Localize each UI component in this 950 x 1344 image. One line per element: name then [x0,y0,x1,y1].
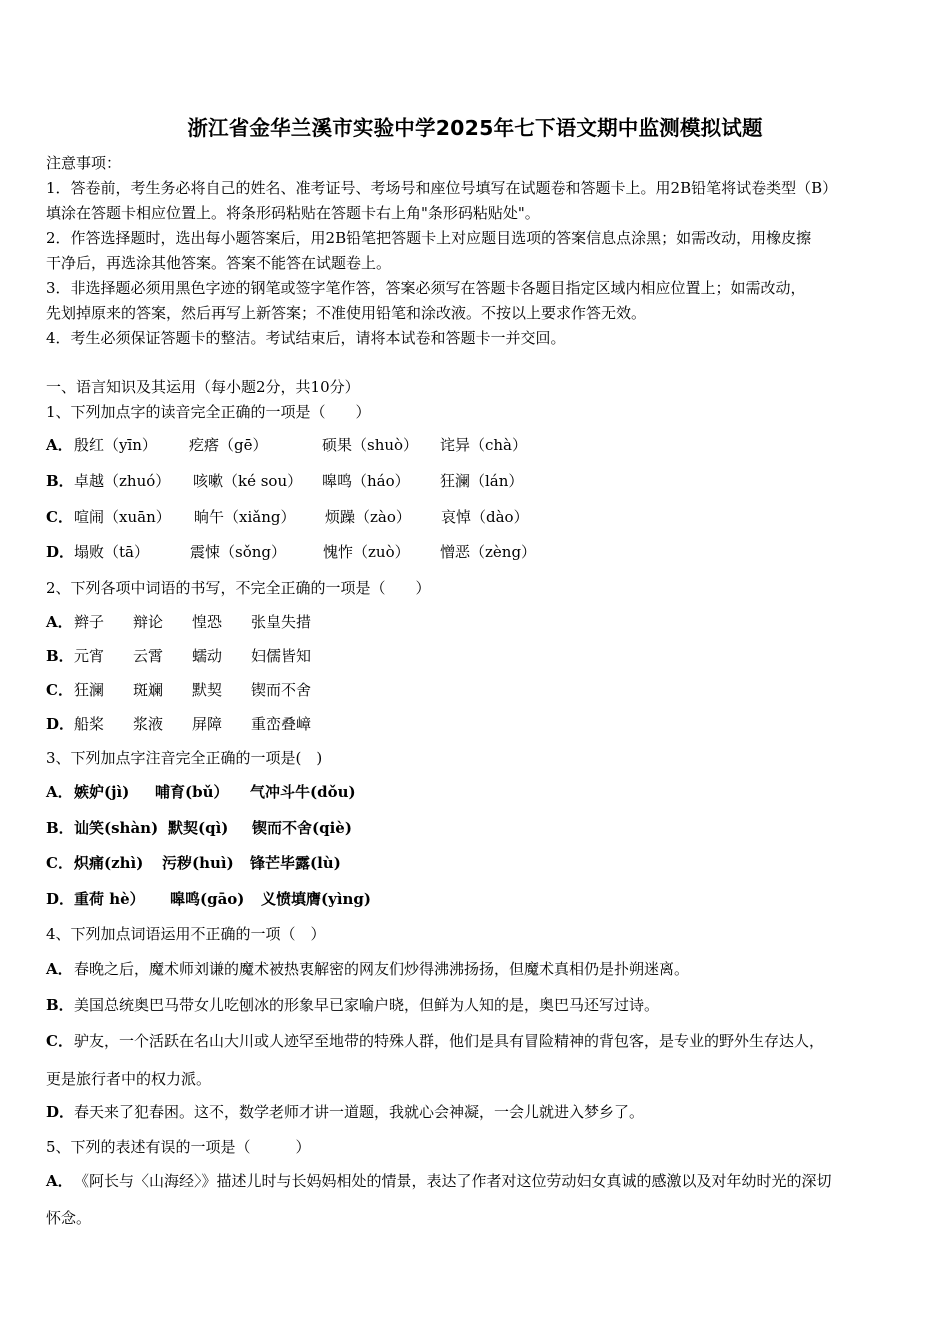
notice-line: 2．作答选择题时，选出每小题答案后，用2B铅笔把答题卡上对应题目选项的答案信息点涂黑；如需改动，用橡皮擦 [46,229,812,247]
q1-option-item: 殷红（yīn） [74,436,157,454]
q3-option-item: 默契(qì) [168,819,229,837]
q2-option-label: D． [46,715,75,733]
q1-option-item: 嗥鸣（háo） [322,472,410,490]
q1-option-item: 诧异（chà） [440,436,528,454]
q3-option-label: D． [46,890,75,908]
q2-option-item: 屏障 [192,715,223,733]
q3-option-label: A． [46,783,73,801]
question-1-stem: 1、下列加点字的读音完全正确的一项是（ ） [46,403,371,421]
notice-line: 填涂在答题卡相应位置上。将条形码粘贴在答题卡右上角"条形码粘贴处"。 [46,204,540,222]
notice-line: 先划掉原来的答案，然后再写上新答案；不准使用铅笔和涂改液。不按以上要求作答无效。 [46,304,647,322]
question-2-stem: 2、下列各项中词语的书写，不完全正确的一项是（ ） [46,579,431,597]
q2-option-item: 蠕动 [192,647,223,665]
q1-option-label: A． [46,436,73,454]
q1-option-item: 塌败（tā） [74,543,149,561]
q1-option-item: 卓越（zhuó） [74,472,171,490]
q2-option-item: 妇儒皆知 [251,647,312,665]
notice-line: 1．答卷前，考生务必将自己的姓名、准考证号、考场号和座位号填写在试题卷和答题卡上。用2B铅笔将试卷类型（B） [46,179,838,197]
q4-option-text: 春天来了犯春困。这不，数学老师才讲一道题，我就心会神凝，一会儿就进入梦乡了。 [74,1103,645,1121]
q2-option-label: A． [46,613,73,631]
q4-option-text: 春晚之后，魔术师刘谦的魔术被热衷解密的网友们炒得沸沸扬扬，但魔术真相仍是扑朔迷离。 [74,960,690,978]
q2-option-item: 默契 [192,681,223,699]
q2-option-label: C． [46,681,73,699]
q5-option-label: A． [46,1172,73,1190]
q2-option-item: 浆液 [133,715,164,733]
q4-option-text: 美国总统奥巴马带女儿吃刨冰的形象早已家喻户晓，但鲜为人知的是，奥巴马还写过诗。 [74,996,660,1014]
q2-option-item: 狂澜 [74,681,105,699]
q2-option-label: B． [46,647,74,665]
q1-option-item: 狂澜（lán） [440,472,524,490]
q2-option-item: 惶恐 [192,613,223,631]
q2-option-item: 辫子 [74,613,105,631]
q2-option-item: 云霄 [133,647,164,665]
q2-option-item: 重峦叠嶂 [251,715,312,733]
q2-option-item: 辩论 [133,613,164,631]
section-heading: 一、语言知识及其运用（每小题2分，共10分） [46,378,360,396]
q1-option-item: 晌午（xiǎng） [194,508,296,526]
q1-option-item: 硕果（shuò） [322,436,419,454]
q1-option-item: 喧闹（xuān） [74,508,171,526]
q3-option-item: 污秽(huì) [162,854,234,872]
q3-option-item: 义愤填膺(yìng) [261,890,372,908]
question-5-stem: 5、下列的表述有误的一项是（ ） [46,1138,311,1156]
q1-option-label: D． [46,543,75,561]
notice-line: 4．考生必须保证答题卡的整洁。考试结束后，请将本试卷和答题卡一并交回。 [46,329,566,347]
q2-option-item: 斑斓 [133,681,164,699]
q1-option-item: 烦躁（zào） [325,508,411,526]
q3-option-item: 炽痛(zhì) [74,854,144,872]
q4-option-text-continued: 更是旅行者中的权力派。 [46,1070,212,1088]
q5-option-text-continued: 怀念。 [46,1209,92,1227]
page-title: 浙江省金华兰溪市实验中学2025年七下语文期中监测模拟试题 [187,116,763,140]
q1-option-label: C． [46,508,73,526]
q1-option-item: 震悚（sǒng） [190,543,286,561]
q5-option-text: 《阿长与〈山海经〉》描述儿时与长妈妈相处的情景，表达了作者对这位劳动妇女真诚的感激以及对年幼时光的深切 [74,1172,832,1190]
q3-option-item: 重荷 hè） [74,890,145,908]
q1-option-label: B． [46,472,74,490]
q1-option-item: 憎恶（zèng） [440,543,537,561]
question-3-stem: 3、下列加点字注音完全正确的一项是( ) [46,749,323,767]
q3-option-label: B． [46,819,74,837]
q3-option-item: 嫉妒(jì) [74,783,130,801]
q2-option-item: 船桨 [74,715,105,733]
notice-heading: 注意事项： [46,154,122,172]
q1-option-item: 哀悼（dào） [441,508,529,526]
q3-option-item: 讪笑(shàn) [74,819,159,837]
q1-option-item: 咳嗽（ké sou） [193,472,303,490]
q2-option-item: 元宵 [74,647,105,665]
q3-option-item: 锋芒毕露(lù) [250,854,341,872]
q3-option-label: C． [46,854,73,872]
q4-option-label: D． [46,1103,75,1121]
q4-option-label: B． [46,996,74,1014]
q3-option-item: 哺育(bǔ） [155,783,229,801]
q4-option-label: C． [46,1032,73,1050]
q3-option-item: 嗥鸣(gāo) [170,890,245,908]
q4-option-label: A． [46,960,73,978]
question-4-stem: 4、下列加点词语运用不正确的一项（ ） [46,925,326,943]
q1-option-item: 疙瘩（gē） [189,436,268,454]
notice-line: 干净后，再选涂其他答案。答案不能答在试题卷上。 [46,254,392,272]
q2-option-item: 张皇失措 [251,613,312,631]
q1-option-item: 愧怍（zuò） [323,543,410,561]
q3-option-item: 锲而不舍(qiè) [252,819,352,837]
q2-option-item: 锲而不舍 [251,681,312,699]
q4-option-text: 驴友，一个活跃在名山大川或人迹罕至地带的特殊人群，他们是具有冒险精神的背包客，是专业的野外生存达人， [74,1032,825,1050]
notice-line: 3．非选择题必须用黑色字迹的钢笔或签字笔作答，答案必须写在答题卡各题目指定区域内相应位置上；如需改动， [46,279,806,297]
q3-option-item: 气冲斗牛(dǒu) [250,783,356,801]
